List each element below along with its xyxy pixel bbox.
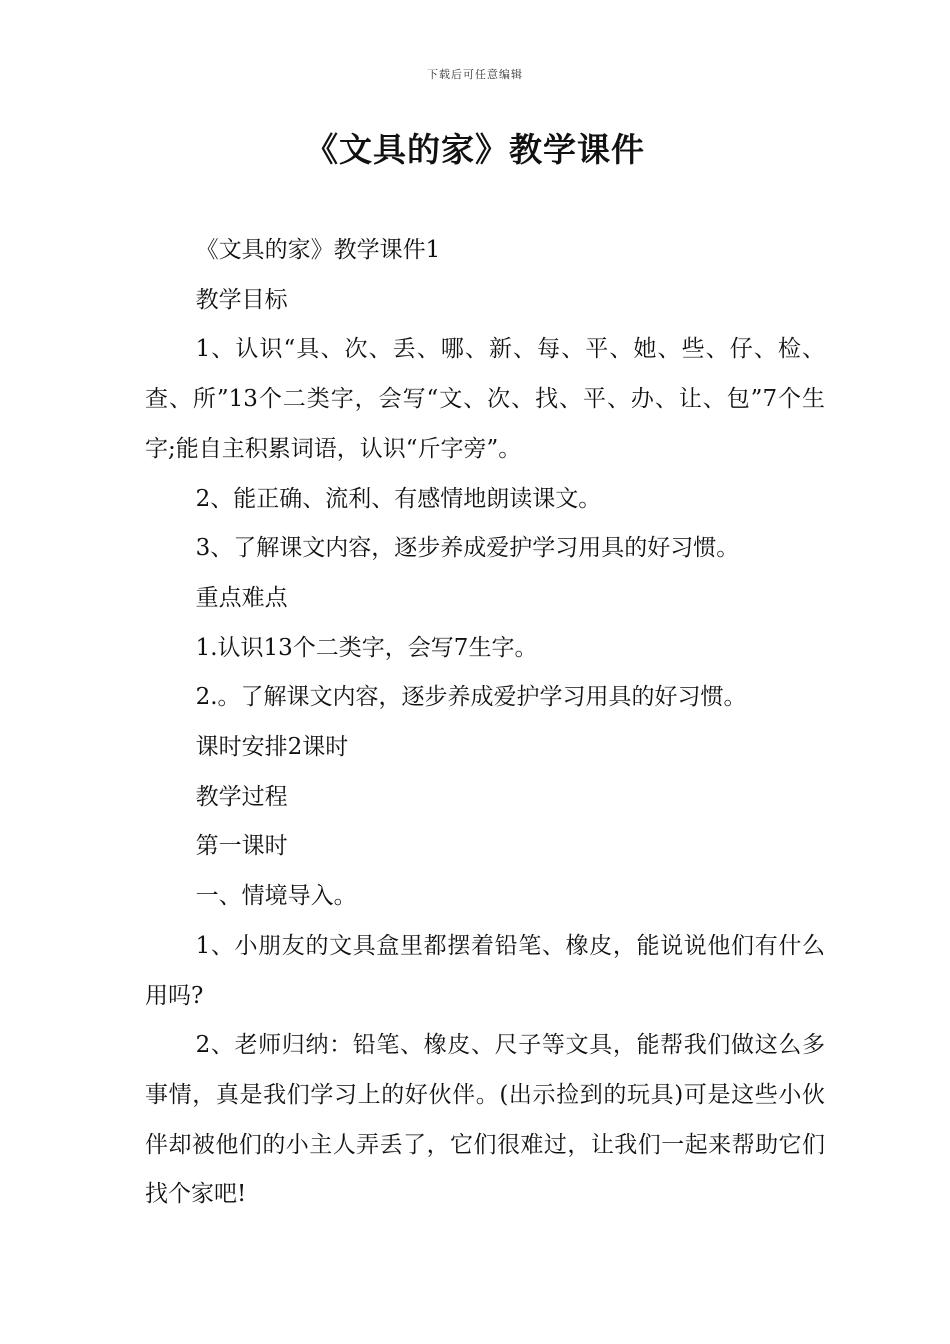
document-body — [145, 226, 825, 1220]
objective-item-2: 2、能正确、流利、有感情地朗读课文。 — [195, 485, 602, 512]
intro-item-2: 2、老师归纳：铅笔、橡皮、尺子等文具，能帮我们做这么多事情，真是我们学习上的好伙伴。(出示捡到的玩具)可是这些小伙伴却被他们的小主人弄丢了，它们很难过，让我们一起来帮助它们找个家吧! — [145, 1032, 825, 1208]
objective-item-1: 1、认识“具、次、丢、哪、新、每、平、她、些、仔、检、查、所”13个二类字，会写“文、次、找、平、办、让、包”7个生字;能自主积累词语，认识“斤字旁”。 — [145, 336, 825, 462]
section-heading-process: 教学过程 — [195, 783, 288, 810]
header-note: 下载后可任意编辑 — [427, 68, 523, 81]
key-point-item-2: 2.。了解课文内容，逐步养成爱护学习用具的好习惯。 — [195, 684, 747, 711]
document-title: 《文具的家》教学课件 — [305, 130, 645, 169]
lesson-heading-first: 第一课时 — [195, 833, 288, 860]
section-heading-key-points: 重点难点 — [195, 584, 288, 611]
schedule-paragraph: 课时安排2课时 — [195, 734, 349, 761]
step-heading-intro: 一、情境导入。 — [195, 883, 357, 910]
subtitle-paragraph: 《文具的家》教学课件1 — [195, 237, 441, 263]
key-point-item-1: 1.认识13个二类字，会写7生字。 — [195, 634, 538, 661]
section-heading-objectives: 教学目标 — [195, 286, 288, 313]
intro-item-1: 1、小朋友的文具盒里都摆着铅笔、橡皮，能说说他们有什么用吗? — [145, 932, 825, 1009]
objective-item-3: 3、了解课文内容，逐步养成爱护学习用具的好习惯。 — [195, 535, 740, 562]
